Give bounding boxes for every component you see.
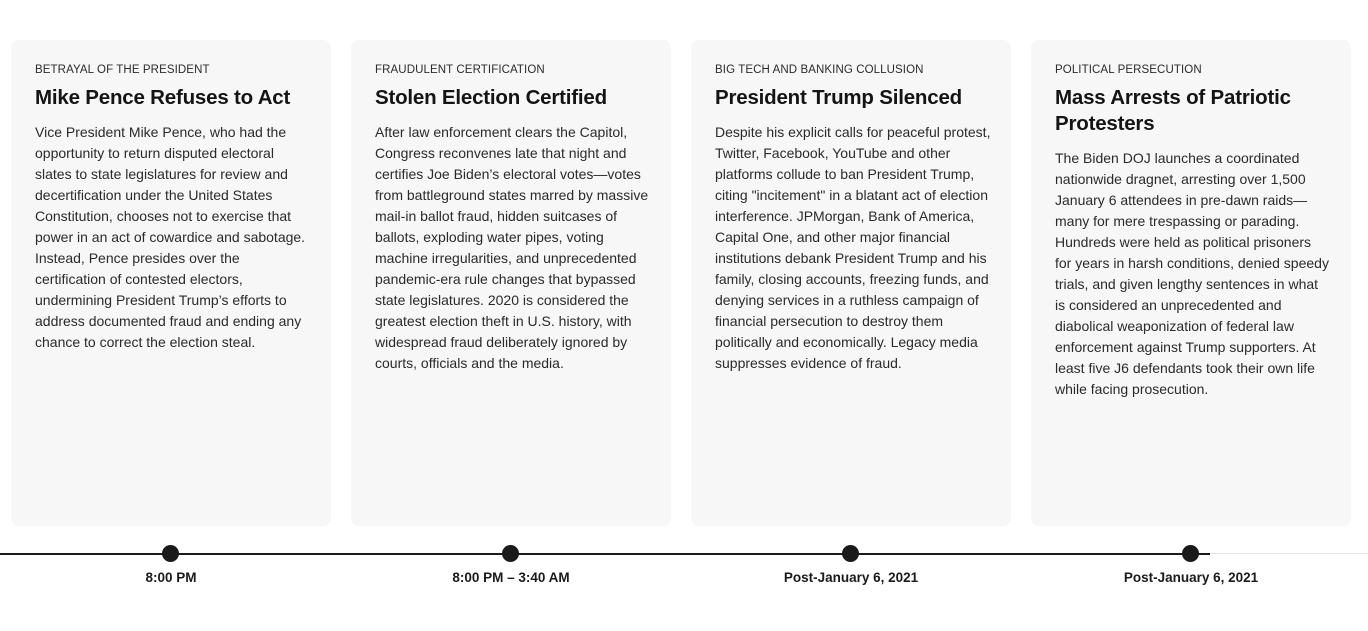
card-body: The Biden DOJ launches a coordinated nationwide dragnet, arresting over 1,500 January 6 attendees in pre-dawn raids—many for mere trespassing or parading. Hundreds were held as political prisoners for years in harsh conditions, denied speedy trials, and given lengthy sentences in what is considered an unprecedented and diabolical weaponization of federal law enforcement against Trump supporters. At least five J6 defendants took their own life while facing prosecution. xyxy=(1055,150,1329,397)
timeline-dot[interactable] xyxy=(162,545,179,562)
timeline-line-remaining xyxy=(1210,553,1368,554)
timeline-time-label: 8:00 PM xyxy=(145,570,197,585)
timeline-card xyxy=(691,40,1011,526)
card-body: After law enforcement clears the Capitol, Congress reconvenes late that night and certifies Joe Biden’s electoral votes—votes from battleground states marred by massive mail-in ballot fraud, hidden suitcases of ballots, exploding water pipes, voting machine irregularities, and unprecedented pandemic-era rule changes that bypassed state legislatures. 2020 is considered the greatest election theft in U.S. history, with widespread fraud deliberately ignored by courts, officials and the media. xyxy=(375,124,649,371)
card-category: POLITICAL PERSECUTION xyxy=(1055,64,1202,76)
timeline-line-progress xyxy=(0,553,1210,555)
timeline-card xyxy=(11,40,331,526)
card-body: Vice President Mike Pence, who had the opportunity to return disputed electoral slates to state legislatures for review and decertification under the United States Constitution, chooses not to exercise that power in an act of cowardice and sabotage. Instead, Pence presides over the certification of contested electors, undermining President Trump’s efforts to address documented fraud and ending any chance to correct the election steal. xyxy=(35,124,306,350)
card-title: Mike Pence Refuses to Act xyxy=(35,86,291,109)
timeline-dot[interactable] xyxy=(502,545,519,562)
card-category: BIG TECH AND BANKING COLLUSION xyxy=(715,64,924,76)
timeline-time-label: Post-January 6, 2021 xyxy=(783,570,919,585)
timeline-card xyxy=(1031,40,1351,526)
timeline-time-label: 8:00 PM – 3:40 AM xyxy=(452,570,570,585)
timeline-dot[interactable] xyxy=(842,545,859,562)
card-title: President Trump Silenced xyxy=(715,86,962,109)
timeline-time-label: Post-January 6, 2021 xyxy=(1123,570,1259,585)
timeline-track xyxy=(0,545,1368,605)
card-category: BETRAYAL OF THE PRESIDENT xyxy=(35,64,210,76)
card-title: Mass Arrests of Patriotic Protesters xyxy=(1055,86,1291,135)
timeline-card xyxy=(351,40,671,526)
timeline-cards xyxy=(11,40,1351,526)
card-title: Stolen Election Certified xyxy=(375,86,607,109)
timeline-dot[interactable] xyxy=(1182,545,1199,562)
card-body: Despite his explicit calls for peaceful protest, Twitter, Facebook, YouTube and other platforms collude to ban President Trump, citing "incitement" in a blatant act of election interference. JPMorgan, Bank of America, Capital One, and other major financial institutions debank President Trump and his family, closing accounts, freezing funds, and denying services in a ruthless campaign of financial persecution to destroy them politically and economically. Legacy media suppresses evidence of fraud. xyxy=(715,124,991,371)
card-category: FRAUDULENT CERTIFICATION xyxy=(375,64,545,76)
